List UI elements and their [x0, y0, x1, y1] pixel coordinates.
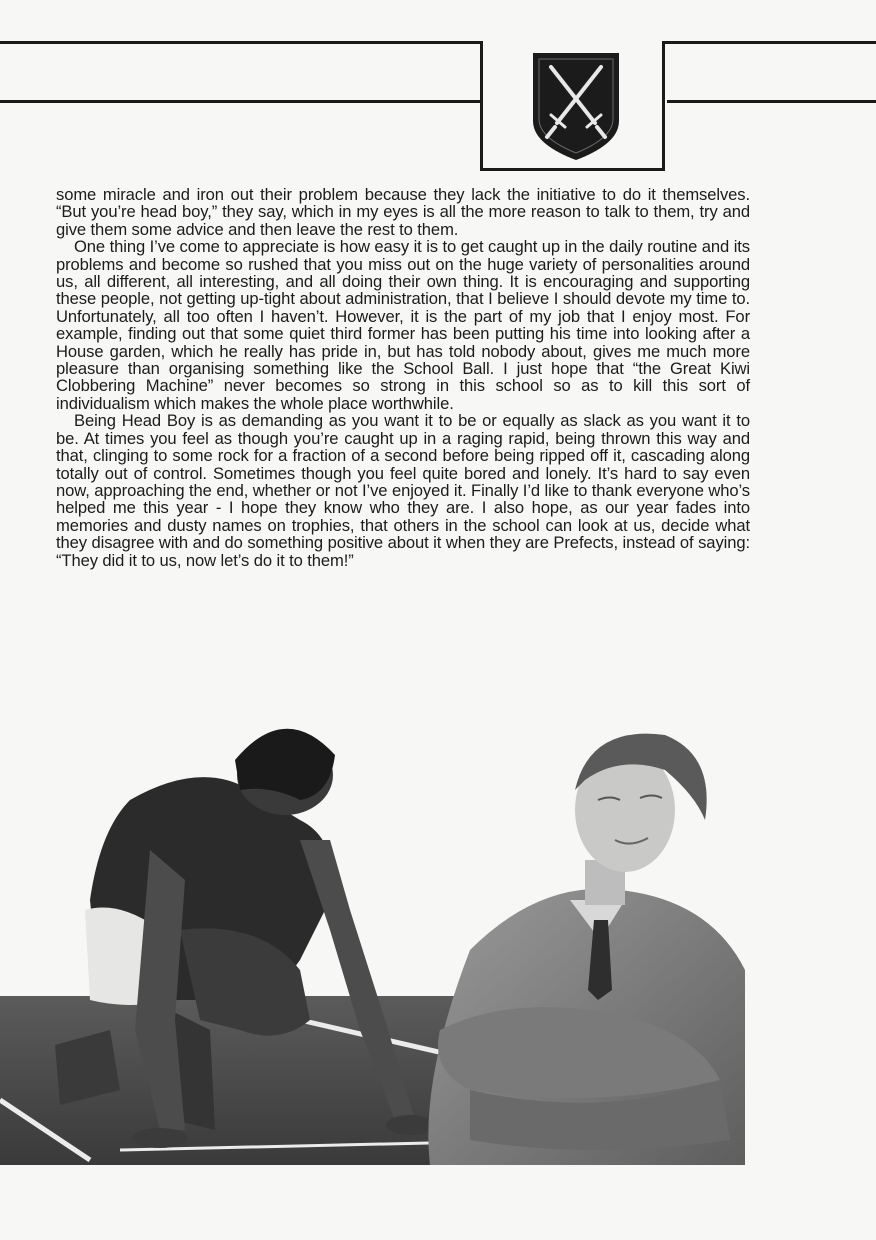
crest-box — [480, 41, 665, 171]
article-body — [56, 186, 750, 569]
article-paragraph-3: Being Head Boy is as demanding as you want it to be or equally as slack as you want it to be. At times you feel as though you’re caught up in a raging rapid, being thrown this way and that, clinging to some rock for a fraction of a second before being ripped off it, cascading along totally out of control. Sometimes though you feel quite bored and lonely. It’s hard to say even now, approaching the end, whether or not I’ve enjoyed it. Finally I’d like to thank everyone who’s helped me this year - I hope they know who they are. I also hope, as our year fades into memories and dusty names on trophies, that others in the school can look at us, decide what they disagree with and do something positive about it when they are Prefects, instead of saying: “They did it to us, now let’s do it to them!” — [56, 411, 750, 570]
article-paragraph-2: One thing I’ve come to appreciate is how easy it is to get caught up in the daily routine and its problems and become so rushed that you miss out on the huge variety of personalities around us, all different, all interesting, and all doing their own thing. It is encouraging and supporting these people, not getting up-tight about administration, that I believe I should devote my time to. Unfortunately, all too often I haven’t. However, it is the part of my job that I enjoy most. For example, finding out that some quiet third former has been putting his time into looking after a House garden, which he really has pride in, but has told nobody about, gives me much more pleasure than organising something like the School Ball. I just hope that “the Great Kiwi Clobbering Machine” never becomes so strong in this school so as to kill this sort of individualism which makes the whole place worthwhile. — [56, 237, 750, 413]
header-rule-top — [0, 41, 876, 44]
header-rule-left — [0, 100, 480, 103]
crossed-swords-shield-icon — [531, 51, 621, 163]
photo-sprinter-and-head-boy — [0, 700, 876, 1170]
header-rule-right — [667, 100, 876, 103]
article-paragraph-1: some miracle and iron out their problem because they lack the initiative to do it themselves. “But you’re head boy,” they say, which in my eyes is all the more reason to talk to them, try and give them some advice and then leave the rest to them. — [56, 185, 750, 239]
